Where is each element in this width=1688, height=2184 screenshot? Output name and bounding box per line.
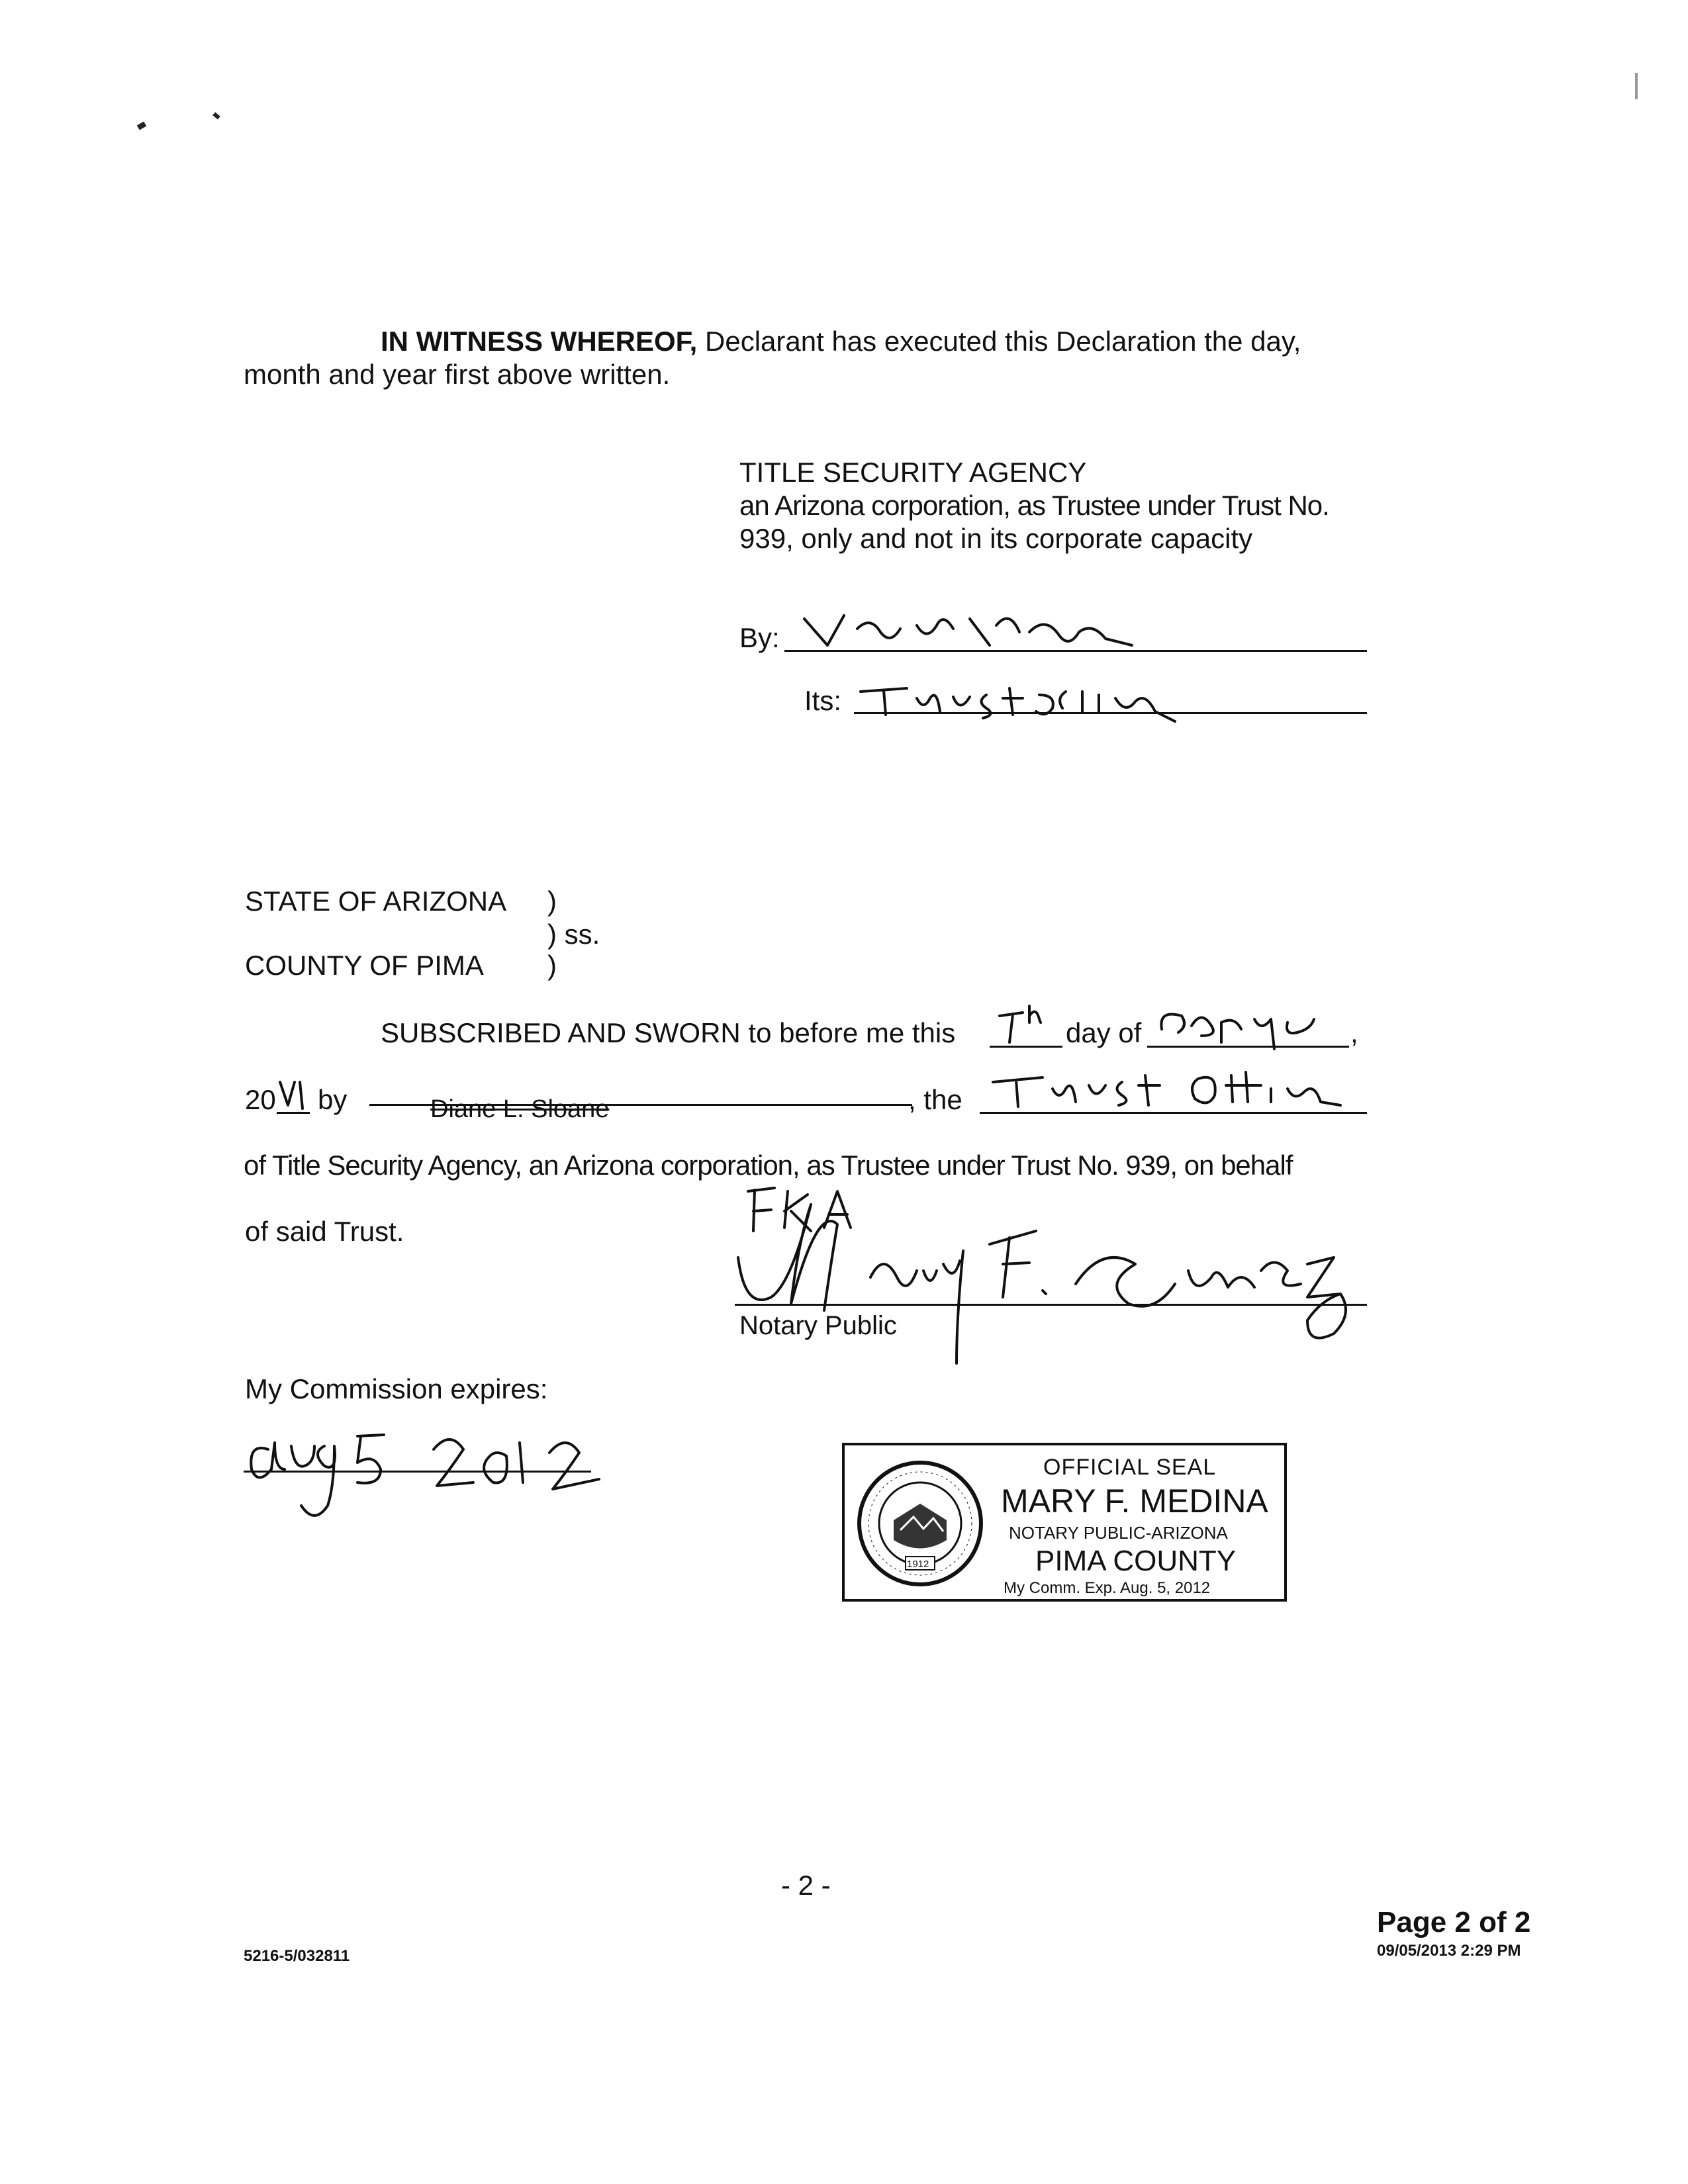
witness-line-1 <box>381 326 1301 357</box>
seal-role: NOTARY PUBLIC-ARIZONA <box>1009 1523 1228 1543</box>
jurat-name: Diane L. Sloane <box>430 1095 610 1123</box>
by-label: By: <box>739 622 780 653</box>
jurat-year-prefix: 20 <box>245 1084 276 1115</box>
witness-lead: IN WITNESS WHEREOF, <box>381 326 698 357</box>
commission-expiry-handwriting <box>242 1416 626 1509</box>
scan-speck <box>137 122 146 130</box>
witness-rest: Declarant has executed this Declaration the day, <box>705 326 1301 357</box>
jurat-line-1-pre: SUBSCRIBED AND SWORN to before me this <box>381 1017 956 1048</box>
page-number: - 2 - <box>781 1870 831 1901</box>
commission-label: My Commission expires: <box>245 1373 548 1404</box>
venue-state: STATE OF ARIZONA <box>245 886 507 917</box>
jurat-line-4: of said Trust. <box>245 1216 404 1247</box>
venue-county: COUNTY OF PIMA <box>245 950 484 981</box>
doc-code: 5216-5/032811 <box>244 1947 350 1965</box>
trustee-line-3: 939, only and not in its corporate capacity <box>739 523 1253 554</box>
its-label: Its: <box>804 685 842 716</box>
jurat-year-handwriting <box>275 1075 314 1115</box>
jurat-the: , the <box>908 1084 962 1115</box>
seal-emblem-year: 1912 <box>907 1559 929 1570</box>
jurat-day-handwriting <box>993 1003 1066 1049</box>
seal-name: MARY F. MEDINA <box>1001 1482 1268 1520</box>
venue-ss: ) ss. <box>547 919 600 950</box>
trustee-name: TITLE SECURITY AGENCY <box>739 457 1087 488</box>
jurat-month-handwriting <box>1155 1003 1327 1069</box>
print-timestamp: 09/05/2013 2:29 PM <box>1377 1942 1521 1960</box>
jurat-title-handwriting <box>986 1066 1357 1118</box>
seal-county: PIMA COUNTY <box>1035 1545 1237 1577</box>
seal-expires: My Comm. Exp. Aug. 5, 2012 <box>1004 1579 1211 1597</box>
jurat-by: by <box>318 1084 348 1115</box>
venue-paren-2: ) <box>547 950 557 981</box>
page-of: Page 2 of 2 <box>1377 1906 1531 1938</box>
trustee-line-2: an Arizona corporation, as Trustee under Trust No. <box>739 490 1329 521</box>
scan-speck <box>212 112 220 119</box>
official-seal-stamp <box>842 1443 1287 1602</box>
jurat-comma: , <box>1350 1017 1358 1048</box>
its-title-handwriting <box>854 678 1225 725</box>
by-signature <box>791 606 1201 659</box>
scan-speck <box>1635 73 1638 99</box>
jurat-day-of: day of <box>1066 1017 1142 1048</box>
seal-title: OFFICIAL SEAL <box>1043 1455 1217 1480</box>
witness-line-2: month and year first above written. <box>244 359 671 390</box>
notary-label: Notary Public <box>739 1311 897 1340</box>
venue-paren-1: ) <box>547 886 557 917</box>
jurat-line-3: of Title Security Agency, an Arizona corporation, as Trustee under Trust No. 939, on behalf <box>244 1150 1293 1181</box>
